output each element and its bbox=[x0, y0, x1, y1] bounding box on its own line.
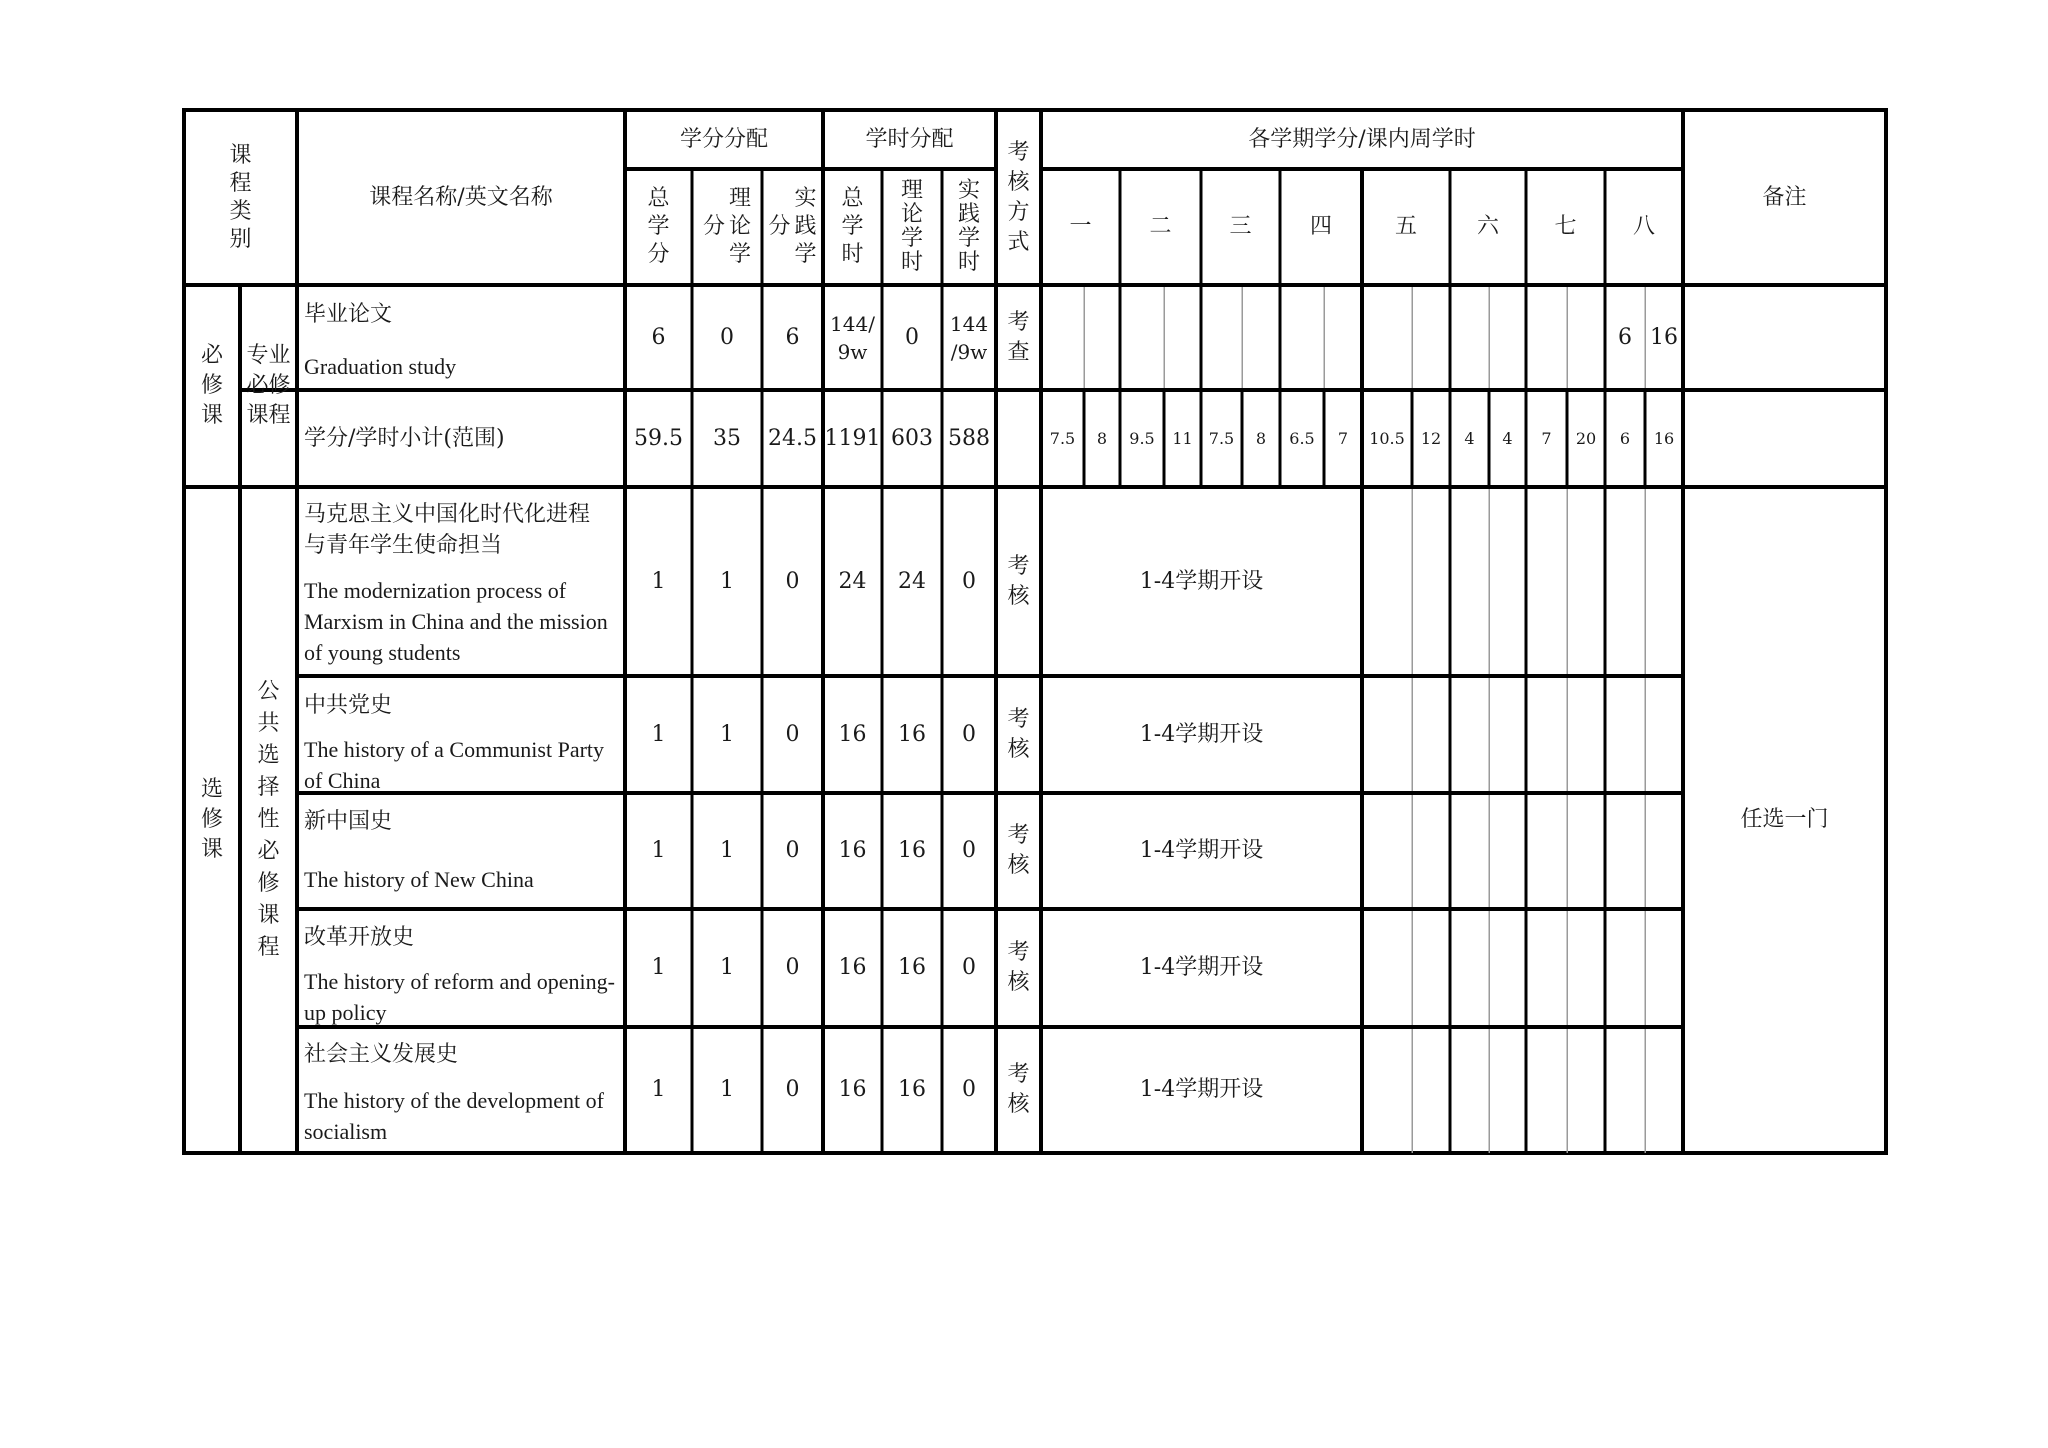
course-name-en: The history of the development of socialism bbox=[304, 1088, 604, 1144]
course-name-en: The history of New China bbox=[304, 867, 534, 892]
subtotal-sem-value: 16 bbox=[1653, 428, 1675, 448]
course-practice-hours: 0 bbox=[962, 838, 976, 864]
course-theory-hours: 16 bbox=[898, 955, 926, 981]
course-theory-hours: 24 bbox=[898, 568, 926, 594]
semester-2-header: 二 bbox=[1149, 214, 1172, 240]
thesis-total-credits: 6 bbox=[651, 324, 666, 350]
course-theory-credits: 1 bbox=[720, 721, 734, 747]
header-course-name: 课程名称/英文名称 bbox=[369, 184, 553, 210]
semester-7-header: 七 bbox=[1554, 214, 1577, 240]
course-theory-credits: 1 bbox=[720, 838, 734, 864]
course-offered-semesters: 1-4学期开设 bbox=[1139, 568, 1264, 594]
semester-3-header: 三 bbox=[1229, 214, 1252, 240]
course-exam-method: 考 核 bbox=[1007, 940, 1030, 995]
subtotal-sem-value: 6.5 bbox=[1289, 428, 1315, 448]
semester-1-header: 一 bbox=[1069, 214, 1092, 240]
subtotal-sem-value: 9.5 bbox=[1129, 428, 1155, 448]
header-exam-method: 考 核 方 式 bbox=[1007, 139, 1030, 255]
semester-6-header: 六 bbox=[1476, 214, 1499, 240]
course-offered-semesters: 1-4学期开设 bbox=[1139, 721, 1264, 747]
semester-4-header: 四 bbox=[1309, 214, 1332, 240]
header-semesters-title: 各学期学分/课内周学时 bbox=[1248, 126, 1476, 152]
course-name-en: The modernization process of Marxism in China and the mission of young students bbox=[304, 578, 608, 665]
course-name-en: The history of a Communist Party of China bbox=[304, 737, 605, 793]
course-exam-method: 考 核 bbox=[1007, 553, 1030, 609]
course-offered-semesters: 1-4学期开设 bbox=[1139, 955, 1264, 981]
subtotal-practice-credits: 24.5 bbox=[768, 425, 817, 451]
header-remarks: 备注 bbox=[1762, 184, 1807, 210]
course-total-hours: 24 bbox=[838, 568, 867, 594]
course-name-zh: 马克思主义中国化时代化进程 与青年学生使命担当 bbox=[304, 502, 591, 558]
header-total-credits: 总 学 分 bbox=[647, 186, 670, 267]
course-practice-credits: 0 bbox=[785, 955, 800, 981]
header-practice-credits bbox=[762, 169, 823, 285]
course-name-en: The history of reform and opening-up policy bbox=[304, 969, 615, 1025]
course-total-credits: 1 bbox=[651, 568, 666, 594]
course-total-hours: 16 bbox=[838, 838, 867, 864]
theory-credits-label: 理 论 学 bbox=[729, 186, 752, 267]
thesis-theory-credits: 0 bbox=[720, 324, 734, 350]
subtotal-sem-value: 7.5 bbox=[1208, 428, 1235, 448]
subtotal-sem-value: 8 bbox=[1096, 428, 1108, 448]
subtotal-sem-value: 7 bbox=[1541, 428, 1552, 448]
subtotal-sem-value: 6 bbox=[1619, 428, 1631, 448]
subtotal-theory-credits: 35 bbox=[713, 425, 741, 451]
subtotal-total-credits: 59.5 bbox=[634, 425, 683, 451]
elective-category: 选 修 课 bbox=[200, 777, 223, 862]
course-name-zh: 社会主义发展史 bbox=[304, 1042, 459, 1067]
subtotal-sem-value: 7.5 bbox=[1049, 428, 1076, 448]
course-theory-credits: 1 bbox=[720, 955, 734, 981]
course-total-hours: 16 bbox=[838, 721, 867, 747]
course-total-credits: 1 bbox=[651, 1077, 666, 1103]
practice-credits-prefix: 分 bbox=[768, 214, 791, 240]
course-theory-hours: 16 bbox=[898, 838, 926, 864]
subtotal-sem-value: 11 bbox=[1172, 428, 1193, 448]
thesis-name-en: Graduation study bbox=[304, 354, 457, 379]
subtotal-theory-hours: 603 bbox=[891, 425, 933, 451]
course-exam-method: 考 核 bbox=[1007, 1062, 1030, 1117]
header-credit-allocation: 学分分配 bbox=[679, 126, 768, 152]
course-total-credits: 1 bbox=[651, 838, 666, 864]
course-offered-semesters: 1-4学期开设 bbox=[1139, 1077, 1264, 1103]
elective-subcategory: 公 共 选 择 性 必 修 课 程 bbox=[257, 679, 280, 960]
course-total-hours: 16 bbox=[838, 955, 867, 981]
thesis-name-zh: 毕业论文 bbox=[304, 302, 393, 327]
subtotal-sem-value: 4 bbox=[1464, 428, 1475, 448]
course-practice-credits: 0 bbox=[785, 1077, 800, 1103]
subtotal-sem-value: 7 bbox=[1337, 428, 1349, 448]
subtotal-practice-hours: 588 bbox=[948, 425, 990, 451]
course-total-credits: 1 bbox=[651, 721, 666, 747]
course-name-zh: 新中国史 bbox=[304, 809, 393, 834]
course-practice-credits: 0 bbox=[785, 838, 800, 864]
thesis-practice-hours: 144 /9w bbox=[949, 311, 989, 364]
course-practice-hours: 0 bbox=[962, 568, 976, 594]
course-offered-semesters: 1-4学期开设 bbox=[1139, 838, 1264, 864]
subtotal-total-hours: 1191 bbox=[824, 425, 881, 451]
thesis-theory-hours: 0 bbox=[905, 324, 919, 350]
header-total-hours: 总 学 时 bbox=[841, 186, 864, 267]
header-theory-credits bbox=[692, 169, 762, 285]
course-theory-credits: 1 bbox=[720, 568, 734, 594]
semester-8-header: 八 bbox=[1632, 214, 1655, 240]
course-total-credits: 1 bbox=[651, 955, 666, 981]
thesis-sem8-hours: 16 bbox=[1650, 324, 1678, 350]
course-exam-method: 考 核 bbox=[1007, 823, 1030, 878]
course-practice-hours: 0 bbox=[962, 955, 976, 981]
course-practice-credits: 0 bbox=[785, 721, 800, 747]
header-theory-hours: 理 论 学 时 bbox=[900, 178, 923, 275]
course-name-zh: 改革开放史 bbox=[304, 925, 415, 950]
subtotal-sem-value: 4 bbox=[1502, 428, 1513, 448]
thesis-sem8-credit: 6 bbox=[1618, 324, 1632, 350]
course-theory-credits: 1 bbox=[720, 1077, 734, 1103]
course-practice-credits: 0 bbox=[785, 568, 800, 594]
header-practice-hours: 实 践 学 时 bbox=[957, 178, 980, 275]
required-category: 必 修 课 bbox=[200, 343, 223, 428]
elective-remark: 任选一门 bbox=[1740, 807, 1829, 833]
course-theory-hours: 16 bbox=[898, 1077, 926, 1103]
course-exam-method: 考 核 bbox=[1007, 706, 1030, 762]
semester-5-header: 五 bbox=[1394, 214, 1417, 240]
course-practice-hours: 0 bbox=[962, 1077, 976, 1103]
course-total-hours: 16 bbox=[838, 1077, 867, 1103]
required-subcategory: 专业 必修 课程 bbox=[246, 343, 291, 428]
course-practice-hours: 0 bbox=[962, 721, 976, 747]
course-theory-hours: 16 bbox=[898, 721, 926, 747]
header-category: 课 程 类 别 bbox=[229, 142, 252, 252]
course-name-zh: 中共党史 bbox=[304, 693, 393, 718]
subtotal-sem-value: 20 bbox=[1575, 428, 1597, 448]
theory-credits-prefix: 分 bbox=[702, 214, 725, 240]
practice-credits-label: 实 践 学 bbox=[794, 186, 817, 267]
subtotal-sem-value: 12 bbox=[1420, 428, 1442, 448]
header-hour-allocation: 学时分配 bbox=[865, 126, 954, 152]
thesis-practice-credits: 6 bbox=[785, 324, 800, 350]
subtotal-sem-value: 8 bbox=[1255, 428, 1267, 448]
thesis-total-hours: 144/ 9w bbox=[830, 311, 875, 364]
subtotal-sem-value: 10.5 bbox=[1369, 428, 1405, 448]
subtotal-label: 学分/学时小计(范围) bbox=[304, 425, 505, 451]
thesis-exam-method: 考 查 bbox=[1007, 309, 1030, 365]
